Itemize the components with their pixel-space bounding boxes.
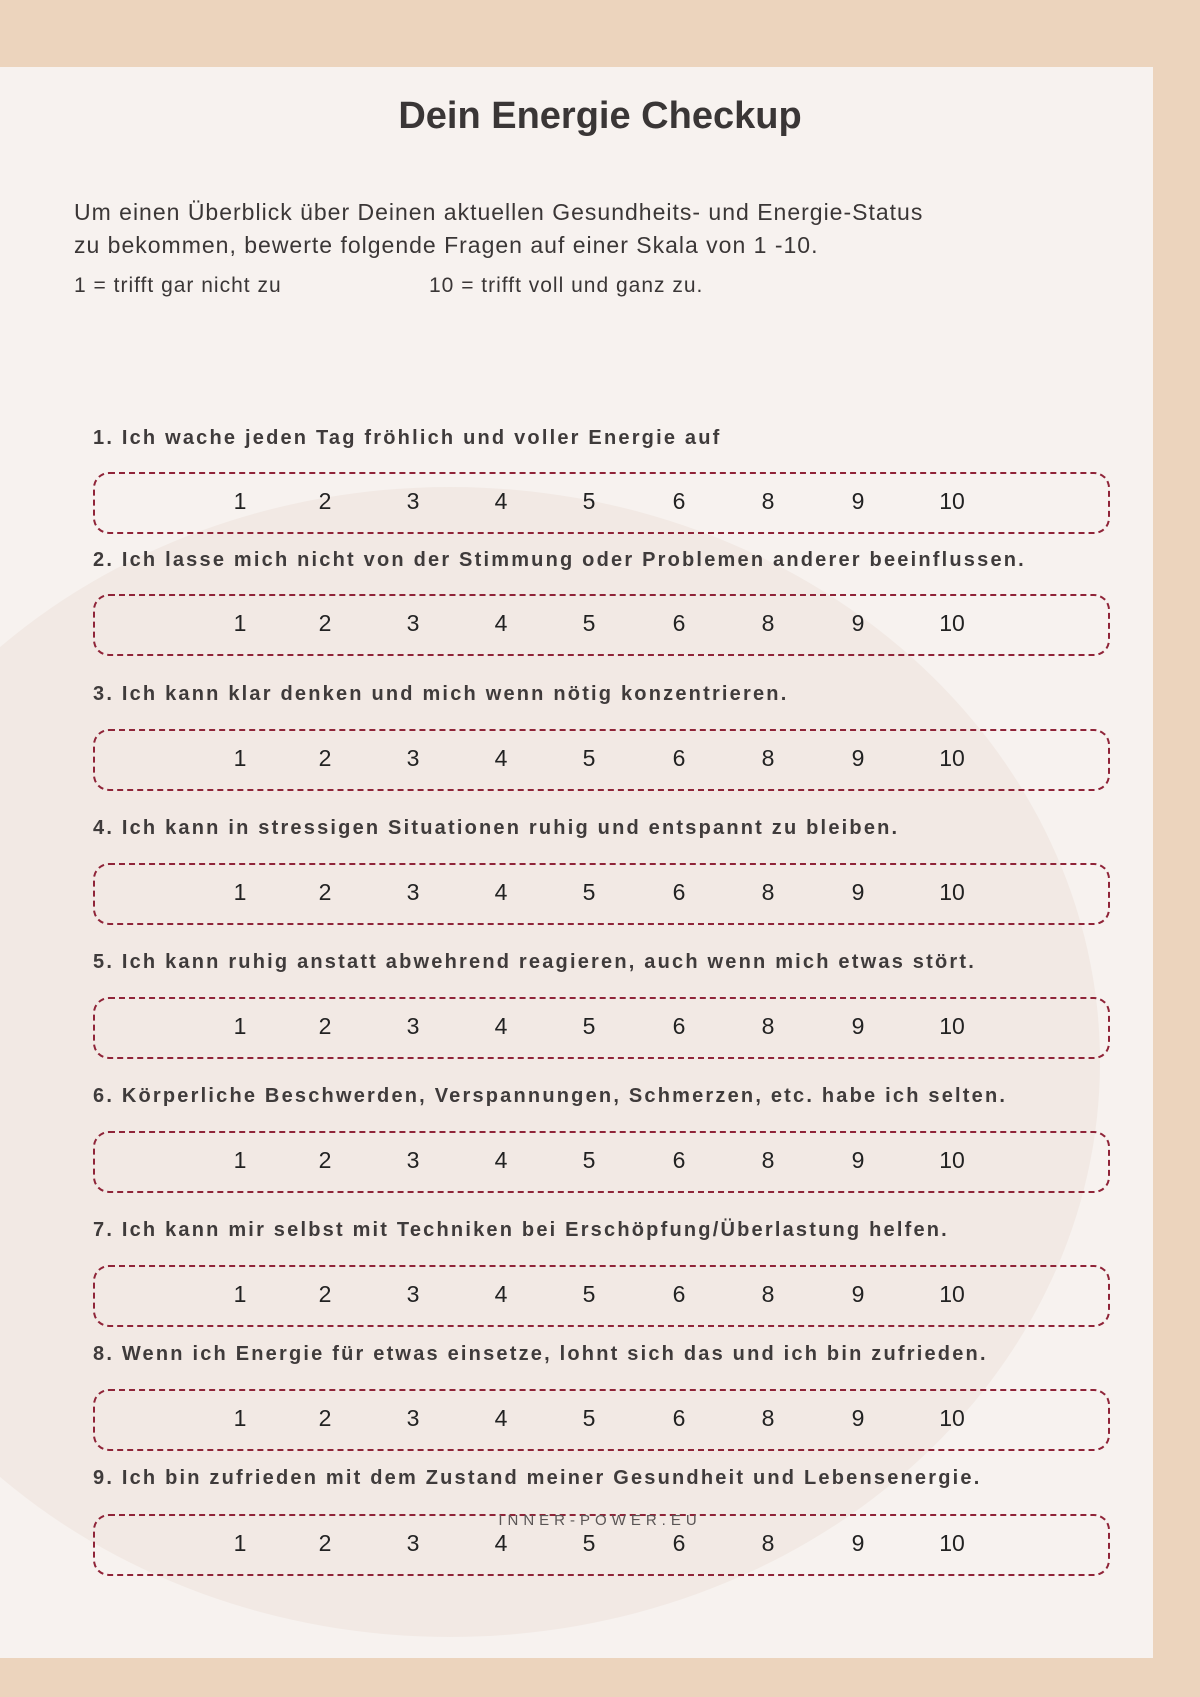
- rating-option[interactable]: 2: [318, 879, 332, 905]
- rating-option[interactable]: 5: [582, 1147, 596, 1173]
- rating-option[interactable]: 5: [582, 1530, 596, 1556]
- intro-line-1: Um einen Überblick über Deinen aktuellen Gesundheits- und Energie-Status: [74, 199, 924, 225]
- scale-low-legend: 1 = trifft gar nicht zu: [74, 274, 282, 297]
- rating-option[interactable]: 4: [494, 1530, 508, 1556]
- rating-option[interactable]: 1: [233, 1013, 247, 1039]
- rating-option[interactable]: 8: [761, 745, 775, 771]
- rating-option[interactable]: 8: [761, 488, 775, 514]
- rating-option[interactable]: 5: [582, 610, 596, 636]
- rating-option[interactable]: 2: [318, 745, 332, 771]
- rating-option[interactable]: 3: [406, 488, 420, 514]
- rating-option[interactable]: 8: [761, 1281, 775, 1307]
- rating-option[interactable]: 3: [406, 610, 420, 636]
- rating-option[interactable]: 1: [233, 488, 247, 514]
- rating-option[interactable]: 9: [851, 1405, 865, 1431]
- question-label: 6. Körperliche Beschwerden, Verspannungen, Schmerzen, etc. habe ich selten.: [93, 1085, 1008, 1107]
- rating-option[interactable]: 1: [233, 1281, 247, 1307]
- rating-option[interactable]: 6: [672, 1530, 686, 1556]
- rating-option[interactable]: 3: [406, 1147, 420, 1173]
- rating-option[interactable]: 6: [672, 1147, 686, 1173]
- rating-option[interactable]: 6: [672, 1281, 686, 1307]
- question-label: 7. Ich kann mir selbst mit Techniken bei Erschöpfung/Überlastung helfen.: [93, 1219, 949, 1241]
- question-label: 1. Ich wache jeden Tag fröhlich und voller Energie auf: [93, 427, 722, 449]
- rating-option[interactable]: 3: [406, 1013, 420, 1039]
- rating-option[interactable]: 4: [494, 1281, 508, 1307]
- rating-scale: [93, 1265, 1110, 1327]
- footer-brand: INNER-POWER.EU: [498, 1512, 702, 1529]
- rating-option[interactable]: 3: [406, 1405, 420, 1431]
- rating-option[interactable]: 3: [406, 1281, 420, 1307]
- rating-option[interactable]: 8: [761, 610, 775, 636]
- rating-option[interactable]: 8: [761, 1405, 775, 1431]
- rating-option[interactable]: 1: [233, 1147, 247, 1173]
- rating-option[interactable]: 6: [672, 1013, 686, 1039]
- rating-option[interactable]: 8: [761, 1013, 775, 1039]
- rating-option[interactable]: 5: [582, 1013, 596, 1039]
- rating-option[interactable]: 3: [406, 879, 420, 905]
- rating-option[interactable]: 5: [582, 745, 596, 771]
- question-label: 8. Wenn ich Energie für etwas einsetze, lohnt sich das und ich bin zufrieden.: [93, 1343, 988, 1365]
- rating-option[interactable]: 5: [582, 488, 596, 514]
- rating-option[interactable]: 2: [318, 1530, 332, 1556]
- rating-option[interactable]: 4: [494, 488, 508, 514]
- rating-option[interactable]: 2: [318, 488, 332, 514]
- rating-option[interactable]: 4: [494, 1013, 508, 1039]
- rating-option[interactable]: 8: [761, 1147, 775, 1173]
- rating-scale: [93, 729, 1110, 791]
- rating-option[interactable]: 2: [318, 610, 332, 636]
- rating-option[interactable]: 10: [939, 1405, 965, 1431]
- rating-option[interactable]: 10: [939, 488, 965, 514]
- intro-line-2: zu bekommen, bewerte folgende Fragen auf einer Skala von 1 -10.: [74, 232, 819, 258]
- rating-option[interactable]: 1: [233, 879, 247, 905]
- rating-option[interactable]: 6: [672, 488, 686, 514]
- rating-option[interactable]: 2: [318, 1147, 332, 1173]
- page-title: Dein Energie Checkup: [398, 95, 802, 137]
- rating-option[interactable]: 9: [851, 1013, 865, 1039]
- rating-option[interactable]: 9: [851, 610, 865, 636]
- rating-scale: [93, 472, 1110, 534]
- question-label: 9. Ich bin zufrieden mit dem Zustand meiner Gesundheit und Lebensenergie.: [93, 1467, 982, 1489]
- rating-option[interactable]: 10: [939, 1281, 965, 1307]
- rating-option[interactable]: 2: [318, 1405, 332, 1431]
- rating-option[interactable]: 10: [939, 745, 965, 771]
- rating-option[interactable]: 10: [939, 1013, 965, 1039]
- rating-option[interactable]: 10: [939, 1530, 965, 1556]
- rating-option[interactable]: 1: [233, 610, 247, 636]
- rating-option[interactable]: 2: [318, 1013, 332, 1039]
- rating-option[interactable]: 2: [318, 1281, 332, 1307]
- rating-option[interactable]: 9: [851, 879, 865, 905]
- rating-option[interactable]: 10: [939, 610, 965, 636]
- rating-option[interactable]: 4: [494, 610, 508, 636]
- rating-option[interactable]: 5: [582, 879, 596, 905]
- rating-option[interactable]: 1: [233, 1530, 247, 1556]
- rating-option[interactable]: 6: [672, 610, 686, 636]
- rating-option[interactable]: 9: [851, 488, 865, 514]
- rating-option[interactable]: 4: [494, 1147, 508, 1173]
- rating-option[interactable]: 4: [494, 745, 508, 771]
- rating-scale: [93, 997, 1110, 1059]
- rating-option[interactable]: 9: [851, 1147, 865, 1173]
- question-label: 3. Ich kann klar denken und mich wenn nötig konzentrieren.: [93, 683, 789, 705]
- rating-option[interactable]: 9: [851, 1281, 865, 1307]
- scale-high-legend: 10 = trifft voll und ganz zu.: [429, 274, 704, 297]
- intro-text: [74, 196, 923, 262]
- rating-scale: [93, 1389, 1110, 1451]
- rating-option[interactable]: 4: [494, 879, 508, 905]
- question-label: 2. Ich lasse mich nicht von der Stimmung oder Problemen anderer beeinflussen.: [93, 549, 1026, 571]
- rating-scale: [93, 1131, 1110, 1193]
- rating-option[interactable]: 6: [672, 879, 686, 905]
- background-shape: [0, 487, 1100, 1637]
- rating-option[interactable]: 3: [406, 745, 420, 771]
- rating-option[interactable]: 10: [939, 1147, 965, 1173]
- rating-option[interactable]: 10: [939, 879, 965, 905]
- rating-scale: [93, 863, 1110, 925]
- rating-scale: [93, 594, 1110, 656]
- question-label: 4. Ich kann in stressigen Situationen ruhig und entspannt zu bleiben.: [93, 817, 900, 839]
- rating-option[interactable]: 8: [761, 879, 775, 905]
- rating-option[interactable]: 1: [233, 1405, 247, 1431]
- rating-option[interactable]: 3: [406, 1530, 420, 1556]
- rating-option[interactable]: 4: [494, 1405, 508, 1431]
- rating-option[interactable]: 1: [233, 745, 247, 771]
- rating-option[interactable]: 9: [851, 745, 865, 771]
- rating-option[interactable]: 6: [672, 745, 686, 771]
- question-label: 5. Ich kann ruhig anstatt abwehrend reagieren, auch wenn mich etwas stört.: [93, 951, 976, 973]
- rating-option[interactable]: 8: [761, 1530, 775, 1556]
- rating-option[interactable]: 6: [672, 1405, 686, 1431]
- rating-option[interactable]: 9: [851, 1530, 865, 1556]
- rating-option[interactable]: 5: [582, 1405, 596, 1431]
- rating-option[interactable]: 5: [582, 1281, 596, 1307]
